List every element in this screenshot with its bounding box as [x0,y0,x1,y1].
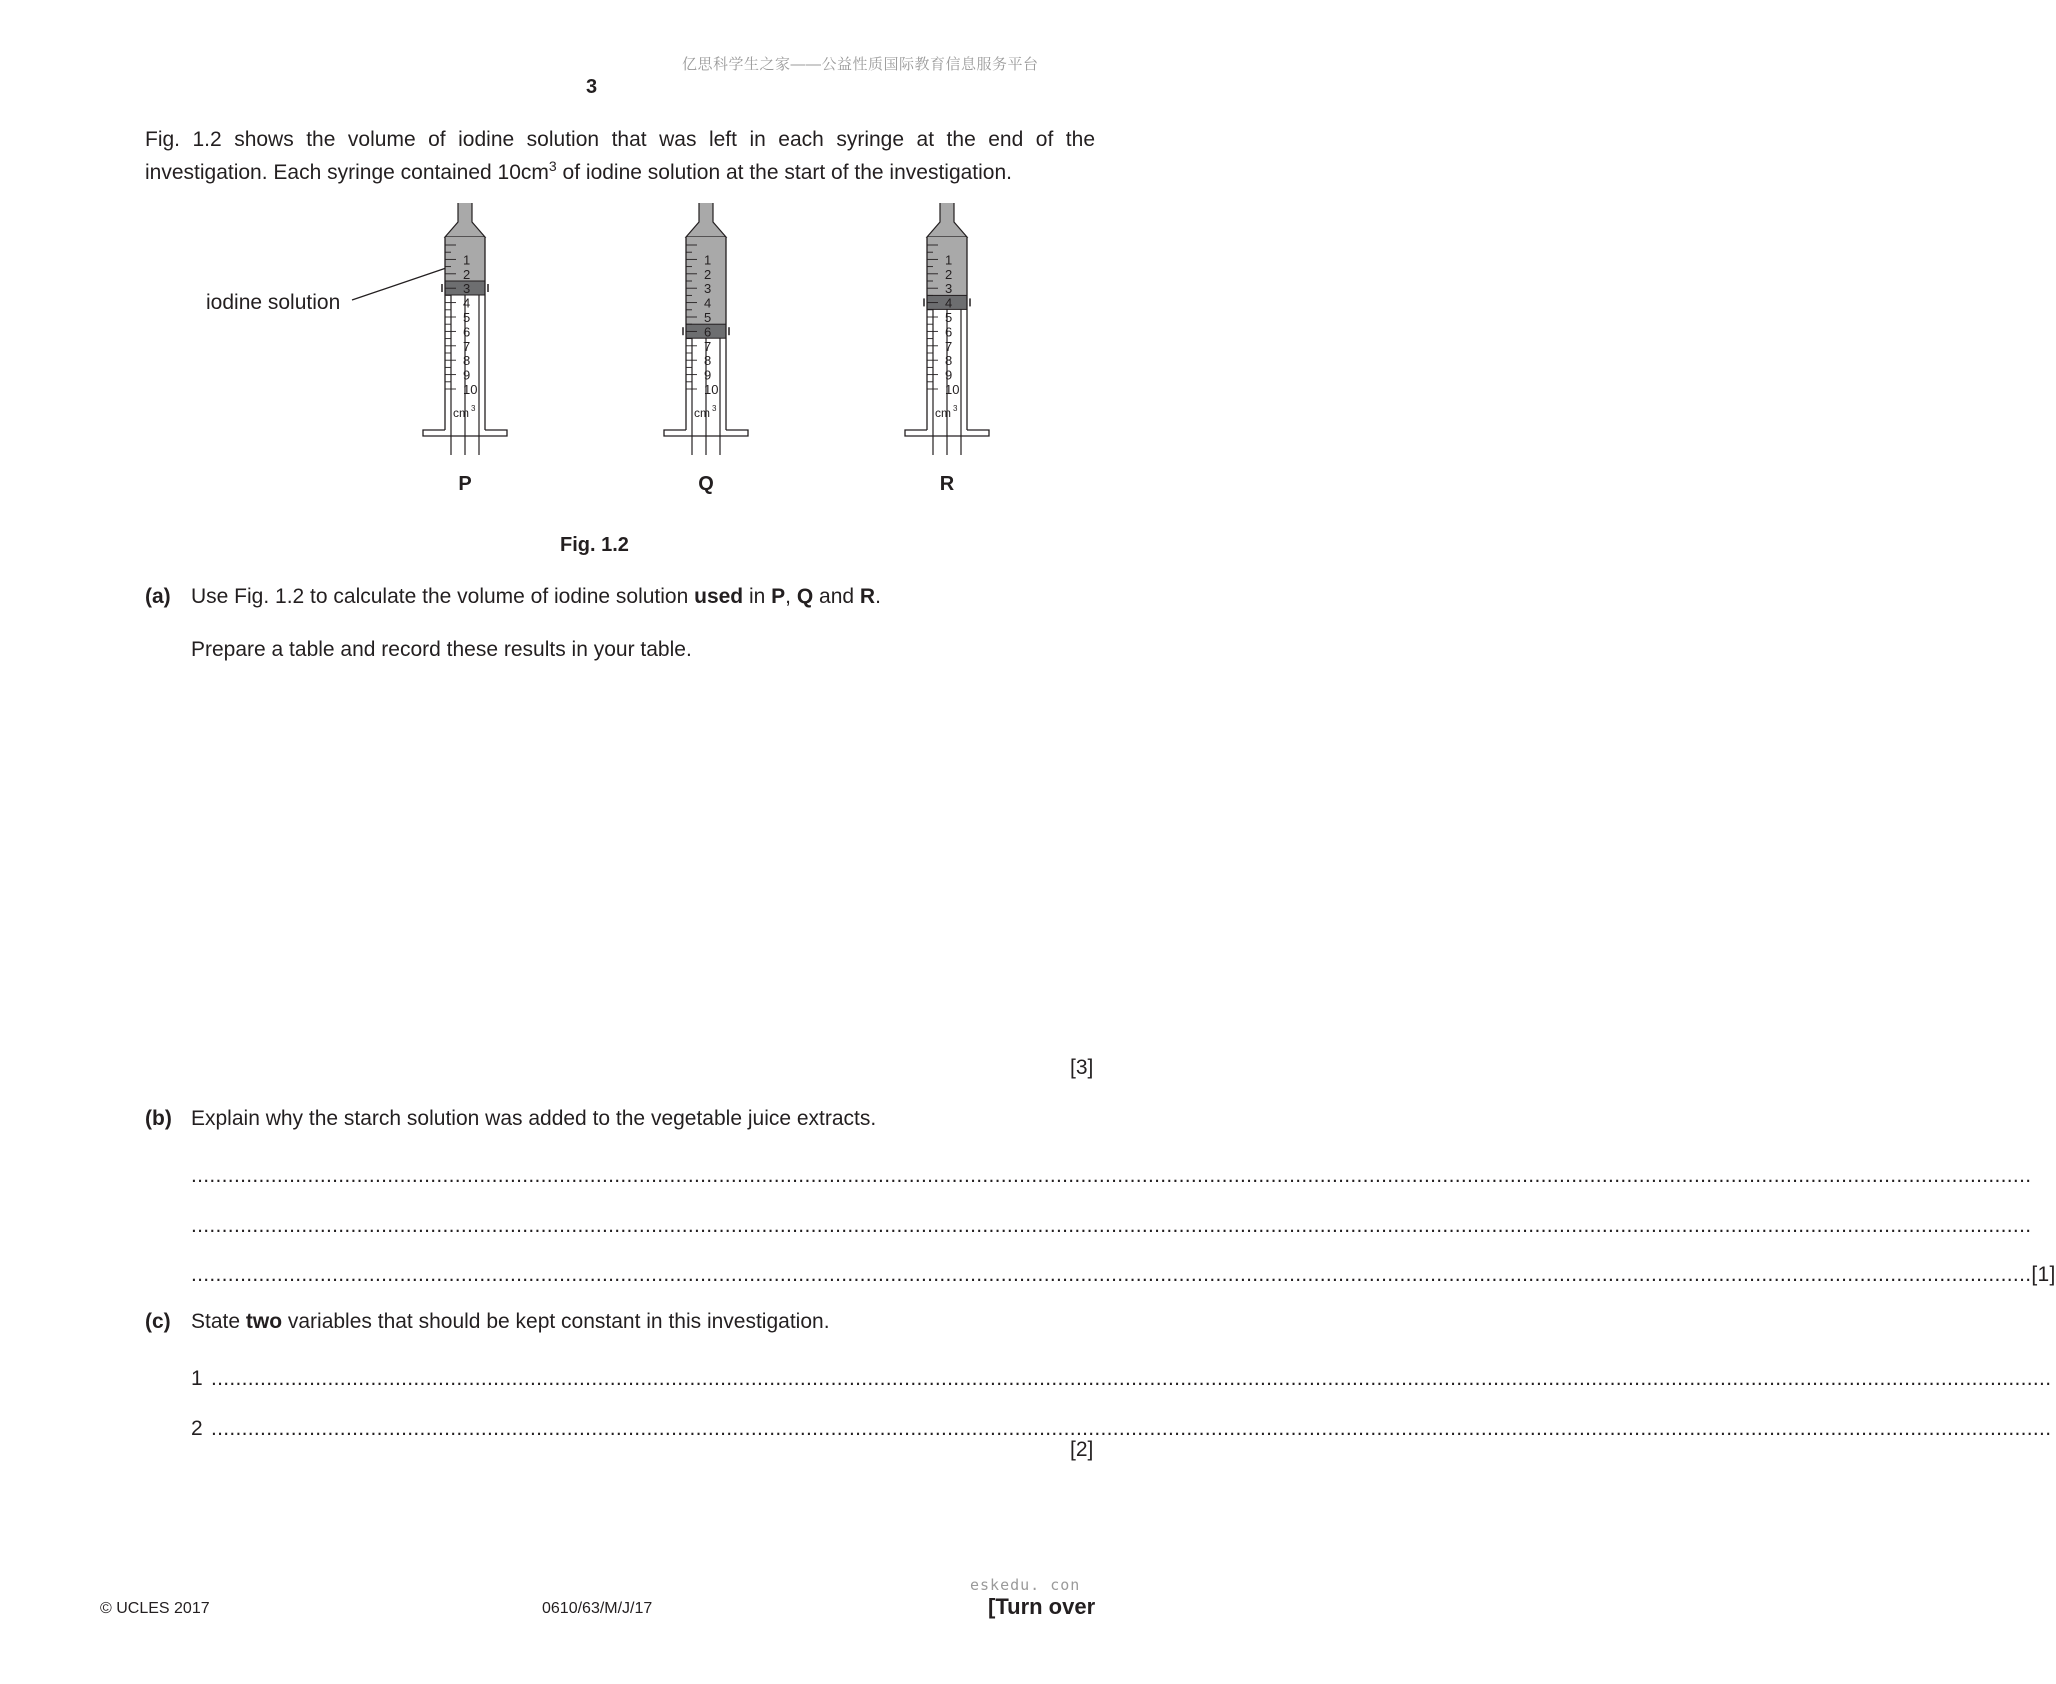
syringe-figure [0,190,1191,510]
syringe-nozzle [686,203,726,237]
scale-number: 2 [463,266,471,282]
scale-number: 5 [463,310,471,325]
answer-line-c2[interactable]: 2 ............................................................................................................................................................................................................................................................................................................ [191,1417,2052,1440]
scale-number: 7 [945,338,953,354]
syringe-nozzle [927,203,967,237]
unit-label: cm [694,406,710,420]
footer-watermark: eskedu. con [970,1576,1081,1594]
syringes-group [423,203,989,495]
qa-pre: Use Fig. 1.2 to calculate the volume of iodine solution [191,585,695,608]
qa-mid1: in [743,585,772,608]
answer-line-b3[interactable]: ............................................................................................................................................................................................................................................................................................................ [1] [191,1263,2056,1286]
scale-number: 9 [945,367,953,383]
syringe-p [423,203,507,495]
answer-line-b1[interactable]: ............................................................................................................................................................................................................................................................................................................ [191,1164,2032,1187]
scale-number: 2 [945,266,953,282]
question-a-instruction: Prepare a table and record these results in your table. [191,638,692,661]
scale-number: 4 [704,295,712,311]
scale-number: 10 [704,382,719,397]
turn-over: [Turn over [988,1594,1096,1619]
question-a-label: (a) [145,585,171,608]
callout-leader-line [352,266,452,300]
scale-number: 6 [704,324,712,340]
scale-number: 1 [945,252,953,268]
question-b-label: (b) [145,1107,172,1130]
qa-r: R [859,585,876,608]
question-a-text [191,585,881,609]
qc-two: two [245,1310,283,1333]
intro-unit-sup: 3 [548,158,557,174]
question-a-marks: [3] [1070,1056,1094,1079]
scale-number: 4 [463,295,471,311]
header-watermark: 亿思科学生之家——公益性质国际教育信息服务平台 [682,56,1039,73]
callout-label: iodine solution [206,291,341,314]
unit-sup: 3 [471,404,476,413]
intro-text-2: of iodine solution at the start of the investigation. [556,161,1013,184]
answer-line-b2[interactable]: ............................................................................................................................................................................................................................................................................................................ [191,1214,2032,1237]
qa-q: Q [796,585,814,608]
unit-sup: 3 [712,404,717,413]
qc-post: variables that should be kept constant in this investigation. [282,1310,830,1333]
scale-number: 9 [463,367,471,383]
scale-number: 1 [463,252,471,268]
footer-code: 0610/63/M/J/17 [542,1600,653,1617]
scale-number: 10 [945,382,960,397]
scale-number: 9 [704,367,712,383]
scale-number: 5 [945,310,953,325]
qa-end: . [875,585,881,608]
scale-number: 8 [945,353,953,369]
unit-label: cm [935,406,951,420]
scale-number: 3 [945,281,953,297]
question-c-marks: [2] [1070,1438,1094,1461]
unit-label: cm [453,406,469,420]
answer-line-c1[interactable]: 1 ............................................................................................................................................................................................................................................................................................................ [191,1367,2052,1390]
question-c-label: (c) [145,1310,171,1333]
scale-number: 7 [704,338,712,354]
scale-number: 10 [463,382,478,397]
question-b-text: Explain why the starch solution was added to the vegetable juice extracts. [191,1107,877,1130]
qa-used: used [694,585,744,608]
intro-paragraph [145,126,1095,186]
question-c-text [191,1310,830,1334]
qc-pre: State [191,1310,246,1333]
figure-caption: Fig. 1.2 [560,534,629,556]
syringe-label: P [458,473,472,495]
qa-mid3: and [813,585,860,608]
scale-number: 6 [463,324,471,340]
scale-number: 7 [463,338,471,354]
scale-number: 1 [704,252,712,268]
syringe-nozzle [445,203,485,237]
syringe-r [905,203,989,495]
syringe-label: R [939,473,955,495]
intro-text-1: Fig. 1.2 shows the volume of iodine solution that was left in each syringe at the end of the investigation. Each syringe contained 10 [145,128,1095,184]
qa-mid2: , [785,585,797,608]
scale-number: 2 [704,266,712,282]
scale-number: 4 [945,295,953,311]
syringe-label: Q [698,473,714,495]
scale-number: 8 [463,353,471,369]
qa-p: P [771,585,786,608]
line-1-number: 1 [191,1367,203,1390]
scale-number: 5 [704,310,712,325]
question-b-marks: [1] [2031,1263,2056,1286]
footer-copyright: © UCLES 2017 [100,1600,210,1617]
unit-sup: 3 [953,404,958,413]
syringe-q [664,203,748,495]
line-2-number: 2 [191,1417,203,1440]
scale-number: 3 [463,281,471,297]
page-number: 3 [586,76,598,98]
scale-number: 8 [704,353,712,369]
intro-unit: cm [520,161,549,184]
scale-number: 3 [704,281,712,297]
scale-number: 6 [945,324,953,340]
